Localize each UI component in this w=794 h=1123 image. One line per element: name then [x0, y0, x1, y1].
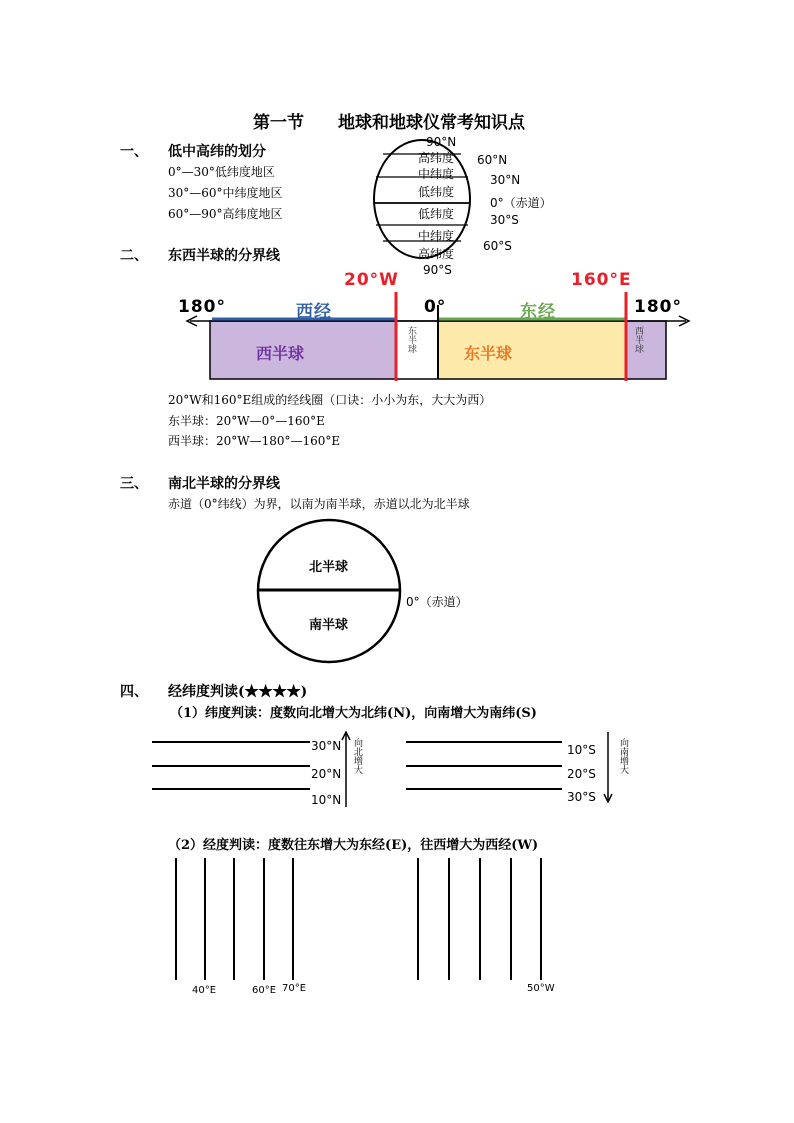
- lat-label-90n: 90°N: [426, 135, 457, 149]
- section-4-number: 四、: [120, 684, 148, 700]
- longitude-reading-rule: （2）经度判读：度数往东增大为东经(E)，往西增大为西经(W): [168, 838, 539, 853]
- lat-label-20s-example: 20°S: [567, 767, 596, 781]
- lon-label-40e: 40°E: [192, 985, 217, 996]
- lat-label-60s: 60°S: [483, 239, 512, 253]
- lat-label-30s: 30°S: [490, 213, 519, 227]
- lat-label-30n-example: 30°N: [311, 739, 342, 753]
- equator-note: 赤道（0°纬线）为界，以南为南半球，赤道以北为北半球: [168, 497, 470, 511]
- latitude-range-low: 0°—30°低纬度地区: [168, 165, 275, 179]
- section-1-number: 一、: [120, 144, 148, 160]
- label-equator-0: 0°（赤道）: [406, 595, 468, 609]
- label-180-right: 180°: [634, 297, 682, 317]
- label-180-left: 180°: [178, 297, 226, 317]
- zone-label-low-south: 低纬度: [418, 207, 455, 221]
- label-east-hemisphere-strip: 东半球: [406, 326, 416, 353]
- label-west-longitude: 西经: [296, 302, 332, 322]
- section-1-heading: 低中高纬的划分: [168, 144, 266, 160]
- lat-label-30s-example: 30°S: [567, 790, 596, 804]
- section-2-heading: 东西半球的分界线: [168, 248, 280, 264]
- section-3-heading: 南北半球的分界线: [168, 476, 280, 492]
- latitude-range-high: 60°—90°高纬度地区: [168, 207, 283, 221]
- zone-label-high-south: 高纬度: [418, 247, 455, 261]
- label-east-hemisphere: 东半球: [464, 344, 513, 363]
- section-3-number: 三、: [120, 476, 148, 492]
- label-0-meridian: 0°: [424, 297, 447, 317]
- latitude-range-mid: 30°—60°中纬度地区: [168, 186, 283, 200]
- label-south-hemisphere: 南半球: [309, 618, 349, 633]
- label-160e: 160°E: [571, 270, 632, 290]
- lat-label-10s-example: 10°S: [567, 743, 596, 757]
- lat-label-20n-example: 20°N: [311, 767, 342, 781]
- hemisphere-note-1: 20°W和160°E组成的经线圈（口诀：小小为东，大大为西）: [168, 393, 492, 407]
- zone-label-mid-south: 中纬度: [418, 229, 455, 243]
- hemisphere-note-3: 西半球：20°W—180°—160°E: [168, 434, 341, 448]
- zone-label-low-north: 低纬度: [418, 185, 455, 199]
- lon-label-70e: 70°E: [282, 983, 307, 994]
- latitude-reading-rule: （1）纬度判读：度数向北增大为北纬(N)，向南增大为南纬(S): [170, 706, 537, 721]
- section-2-number: 二、: [120, 248, 148, 264]
- label-north-hemisphere: 北半球: [309, 560, 349, 575]
- lat-label-60n: 60°N: [477, 153, 508, 167]
- label-west-hemisphere: 西半球: [256, 344, 305, 363]
- label-west-hemisphere-strip: 西半球: [633, 326, 643, 353]
- label-20w: 20°W: [344, 270, 399, 290]
- zone-label-high-north: 高纬度: [418, 151, 455, 165]
- zone-label-mid-north: 中纬度: [418, 167, 455, 181]
- lon-label-60e: 60°E: [252, 985, 277, 996]
- north-increase-label: 向北增大: [352, 738, 362, 774]
- lat-label-equator: 0°（赤道）: [490, 196, 552, 210]
- section-4-heading: 经纬度判读(★★★★): [168, 684, 308, 700]
- label-east-longitude: 东经: [520, 302, 556, 322]
- lat-label-90s: 90°S: [423, 263, 452, 277]
- lon-label-50w: 50°W: [527, 983, 555, 994]
- page-title: 第一节 地球和地球仪常考知识点: [253, 113, 525, 133]
- hemisphere-note-2: 东半球：20°W—0°—160°E: [168, 414, 325, 428]
- lat-label-30n: 30°N: [490, 173, 521, 187]
- lat-label-10n-example: 10°N: [311, 793, 342, 807]
- south-increase-label: 向南增大: [618, 738, 628, 774]
